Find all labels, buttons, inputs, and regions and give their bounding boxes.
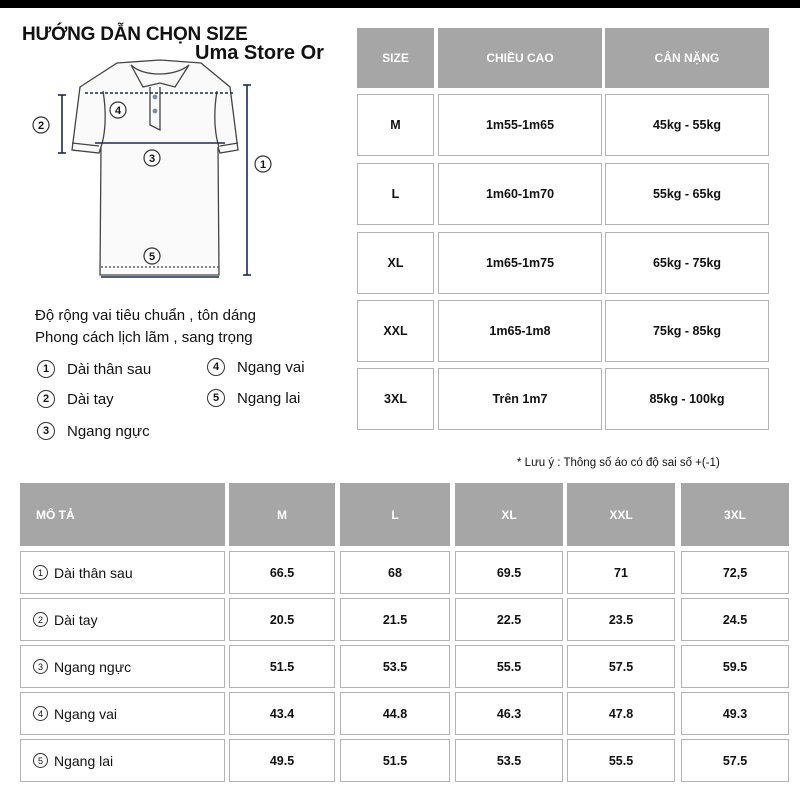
measure-label-cell: 3 Ngang ngực bbox=[20, 645, 225, 688]
number-badge: 1 bbox=[33, 565, 48, 580]
value-cell: 68 bbox=[340, 551, 450, 594]
number-badge: 4 bbox=[33, 706, 48, 721]
svg-text:5: 5 bbox=[148, 251, 156, 263]
size-header: L bbox=[340, 483, 450, 546]
value-cell: 46.3 bbox=[455, 692, 563, 735]
value-cell: 53.5 bbox=[455, 739, 563, 782]
value-cell: 21.5 bbox=[340, 598, 450, 641]
legend-item: 5 Ngang lai bbox=[207, 389, 300, 407]
height-cell: 1m60-1m70 bbox=[438, 163, 602, 225]
measure-label-cell: 2 Dài tay bbox=[20, 598, 225, 641]
number-badge: 5 bbox=[33, 753, 48, 768]
size-cell: M bbox=[357, 94, 434, 156]
description-line: Độ rộng vai tiêu chuẩn , tôn dáng bbox=[35, 307, 256, 324]
number-badge: 3 bbox=[37, 422, 55, 440]
number-badge: 3 bbox=[33, 659, 48, 674]
number-badge: 1 bbox=[37, 360, 55, 378]
store-name: Uma Store Or bbox=[195, 42, 324, 64]
value-cell: 44.8 bbox=[340, 692, 450, 735]
svg-text:4: 4 bbox=[114, 105, 122, 117]
legend-item: 4 Ngang vai bbox=[207, 358, 305, 376]
measure-label-cell: 4 Ngang vai bbox=[20, 692, 225, 735]
weight-cell: 85kg - 100kg bbox=[605, 368, 769, 430]
top-border bbox=[0, 0, 800, 8]
measure-label-cell: 5 Ngang lai bbox=[20, 739, 225, 782]
weight-cell: 65kg - 75kg bbox=[605, 232, 769, 294]
value-cell: 24.5 bbox=[681, 598, 789, 641]
weight-header: CÂN NẶNG bbox=[605, 28, 769, 88]
number-badge: 4 bbox=[207, 358, 225, 376]
height-cell: 1m65-1m75 bbox=[438, 232, 602, 294]
size-cell: XXL bbox=[357, 300, 434, 362]
value-cell: 66.5 bbox=[229, 551, 335, 594]
value-cell: 43.4 bbox=[229, 692, 335, 735]
weight-cell: 55kg - 65kg bbox=[605, 163, 769, 225]
measure-label-cell: 1 Dài thân sau bbox=[20, 551, 225, 594]
value-cell: 53.5 bbox=[340, 645, 450, 688]
description-line: Phong cách lịch lãm , sang trọng bbox=[35, 329, 253, 346]
value-cell: 57.5 bbox=[567, 645, 675, 688]
legend-item: 1 Dài thân sau bbox=[37, 360, 151, 378]
value-cell: 55.5 bbox=[455, 645, 563, 688]
legend-item: 2 Dài tay bbox=[37, 390, 114, 408]
size-header: XL bbox=[455, 483, 563, 546]
value-cell: 69.5 bbox=[455, 551, 563, 594]
weight-cell: 45kg - 55kg bbox=[605, 94, 769, 156]
value-cell: 22.5 bbox=[455, 598, 563, 641]
polo-shirt-diagram bbox=[25, 55, 285, 285]
value-cell: 72,5 bbox=[681, 551, 789, 594]
size-header: 3XL bbox=[681, 483, 789, 546]
number-badge: 5 bbox=[207, 389, 225, 407]
size-header: XXL bbox=[567, 483, 675, 546]
number-badge: 2 bbox=[33, 612, 48, 627]
value-cell: 51.5 bbox=[340, 739, 450, 782]
height-cell: Trên 1m7 bbox=[438, 368, 602, 430]
svg-text:3: 3 bbox=[148, 153, 156, 165]
value-cell: 23.5 bbox=[567, 598, 675, 641]
size-header: M bbox=[229, 483, 335, 546]
legend-item: 3 Ngang ngực bbox=[37, 422, 150, 440]
value-cell: 49.5 bbox=[229, 739, 335, 782]
size-cell: 3XL bbox=[357, 368, 434, 430]
value-cell: 55.5 bbox=[567, 739, 675, 782]
value-cell: 51.5 bbox=[229, 645, 335, 688]
weight-cell: 75kg - 85kg bbox=[605, 300, 769, 362]
svg-text:1: 1 bbox=[259, 159, 267, 171]
value-cell: 57.5 bbox=[681, 739, 789, 782]
value-cell: 59.5 bbox=[681, 645, 789, 688]
tolerance-note: * Lưu ý : Thông số áo có độ sai số +(-1) bbox=[517, 457, 720, 469]
value-cell: 49.3 bbox=[681, 692, 789, 735]
height-cell: 1m65-1m8 bbox=[438, 300, 602, 362]
value-cell: 71 bbox=[567, 551, 675, 594]
desc-header: MÔ TẢ bbox=[20, 483, 225, 546]
height-cell: 1m55-1m65 bbox=[438, 94, 602, 156]
value-cell: 20.5 bbox=[229, 598, 335, 641]
page-title: HƯỚNG DẪN CHỌN SIZE bbox=[22, 24, 248, 45]
value-cell: 47.8 bbox=[567, 692, 675, 735]
number-badge: 2 bbox=[37, 390, 55, 408]
size-cell: XL bbox=[357, 232, 434, 294]
size-cell: L bbox=[357, 163, 434, 225]
height-header: CHIỀU CAO bbox=[438, 28, 602, 88]
svg-text:2: 2 bbox=[37, 120, 45, 132]
size-header: SIZE bbox=[357, 28, 434, 88]
